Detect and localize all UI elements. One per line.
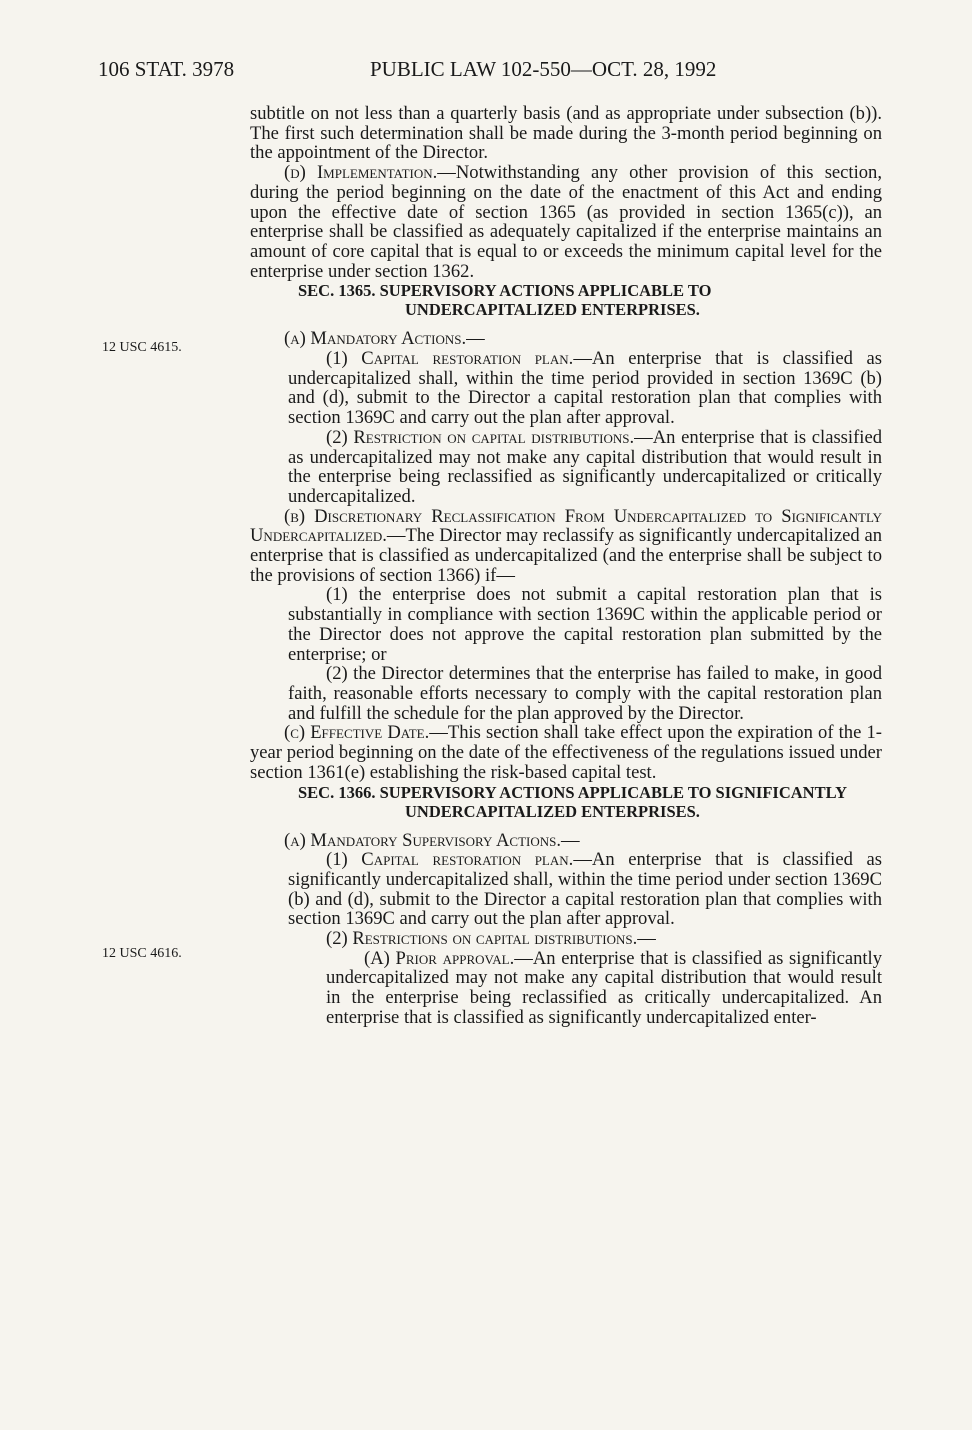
margin-note-usc-4616: 12 USC 4616. bbox=[102, 946, 182, 961]
subparagraph-1366-a2A bbox=[250, 949, 882, 1028]
paragraph-heading: (1) Capital restoration plan. bbox=[326, 849, 574, 871]
paragraph-1366-a2 bbox=[250, 929, 882, 949]
paragraph-1366-a1 bbox=[250, 850, 882, 929]
subsection-heading-text: (a) Mandatory Actions.— bbox=[284, 328, 485, 350]
subparagraph-heading: (A) Prior approval. bbox=[364, 947, 515, 969]
paragraph: subtitle on not less than a quarterly basis (and as appropriate under subsection (b)). The first such determination shall be made during the 3-month period beginning on the appointment of the Director. bbox=[250, 103, 882, 164]
subsection-heading bbox=[250, 329, 882, 349]
subsection-c bbox=[250, 723, 882, 782]
paragraph-a1 bbox=[250, 349, 882, 428]
subsection-body: —This section shall take effect upon the expiration of the 1-year period beginning on the date of the effectiveness of the regulations issued under section 1361(e) establishing the risk-based capital test. bbox=[250, 722, 882, 783]
paragraph-a2 bbox=[250, 428, 882, 507]
stat-page-number: 106 STAT. 3978 bbox=[98, 57, 235, 81]
subsection-d bbox=[250, 163, 882, 281]
paragraph-b1: (1) the enterprise does not submit a capital restoration plan that is substantially in compliance with section 1369C within the applicable period or the Director does not approve the capital restoration plan submitted by the enterprise; or bbox=[288, 584, 882, 665]
subsection-b bbox=[250, 507, 882, 586]
subsection-heading: (c) Effective Date. bbox=[284, 722, 430, 744]
subsection-heading: (d) Implementation. bbox=[284, 162, 438, 184]
paragraph-heading: (2) Restrictions on capital distributions.— bbox=[326, 928, 656, 950]
paragraph-body: —An enterprise that is classified as undercapitalized shall, within the time period provided in section 1369C (b) and (d), submit to the Director a capital restoration plan that complies with section 1369C and carry out the plan after approval. bbox=[288, 348, 882, 429]
section-heading-1365: SEC. 1365. SUPERVISORY ACTIONS APPLICABLE TO UNDERCAPITALIZED ENTERPRISES. bbox=[298, 281, 712, 320]
paragraph-body: —An enterprise that is classified as significantly undercapitalized shall, within the time period under section 1369C (b) and (d), submit to the Director a capital restoration plan that complies with section 1369C and carry out the plan after approval. bbox=[288, 849, 882, 930]
section-heading-1366: SEC. 1366. SUPERVISORY ACTIONS APPLICABLE TO SIGNIFICANTLY UNDERCAPITALIZED ENTERPRISES. bbox=[298, 782, 847, 821]
subsection-body: —The Director may reclassify as significantly undercapitalized an enterprise that is classified as undercapitalized (and the enterprise shall be subject to the provisions of section 1366) if— bbox=[250, 525, 882, 586]
subparagraph-body: —An enterprise that is classified as significantly undercapitalized may not make any capital distribution that would result in the enterprise being reclassified as critically undercapitalized. An enterprise that is classified as significantly undercapitalized enter- bbox=[326, 947, 882, 1028]
margin-note-usc-4615: 12 USC 4615. bbox=[102, 340, 182, 355]
subsection-heading-text: (a) Mandatory Supervisory Actions.— bbox=[284, 829, 580, 851]
public-law-citation: PUBLIC LAW 102-550—OCT. 28, 1992 bbox=[370, 57, 717, 81]
paragraph-heading: (1) Capital restoration plan. bbox=[326, 348, 574, 370]
document-body bbox=[250, 104, 882, 1028]
paragraph-heading: (2) Restriction on capital distributions. bbox=[326, 426, 635, 448]
subsection-heading: (b) Discretionary Reclassification From Undercapitalized to Significantly Undercapitalized. bbox=[250, 505, 882, 547]
paragraph-body: —An enterprise that is classified as undercapitalized may not make any capital distribution that would result in the enterprise being reclassified as significantly undercapitalized or critically undercapitalized. bbox=[288, 426, 882, 507]
paragraph-b2: (2) the Director determines that the enterprise has failed to make, in good faith, reasonable efforts necessary to comply with the capital restoration plan and fulfill the schedule for the plan approved by the Director. bbox=[288, 663, 882, 724]
subsection-heading bbox=[250, 831, 882, 851]
subsection-body: —Notwithstanding any other provision of this section, during the period beginning on the date of the enactment of this Act and ending upon the effective date of section 1365 (as provided in section 1365(c)), an enterprise shall be classified as adequately capitalized if the enterprise maintains an amount of core capital that is equal to or exceeds the minimum capital level for the enterprise under section 1362. bbox=[250, 162, 883, 282]
